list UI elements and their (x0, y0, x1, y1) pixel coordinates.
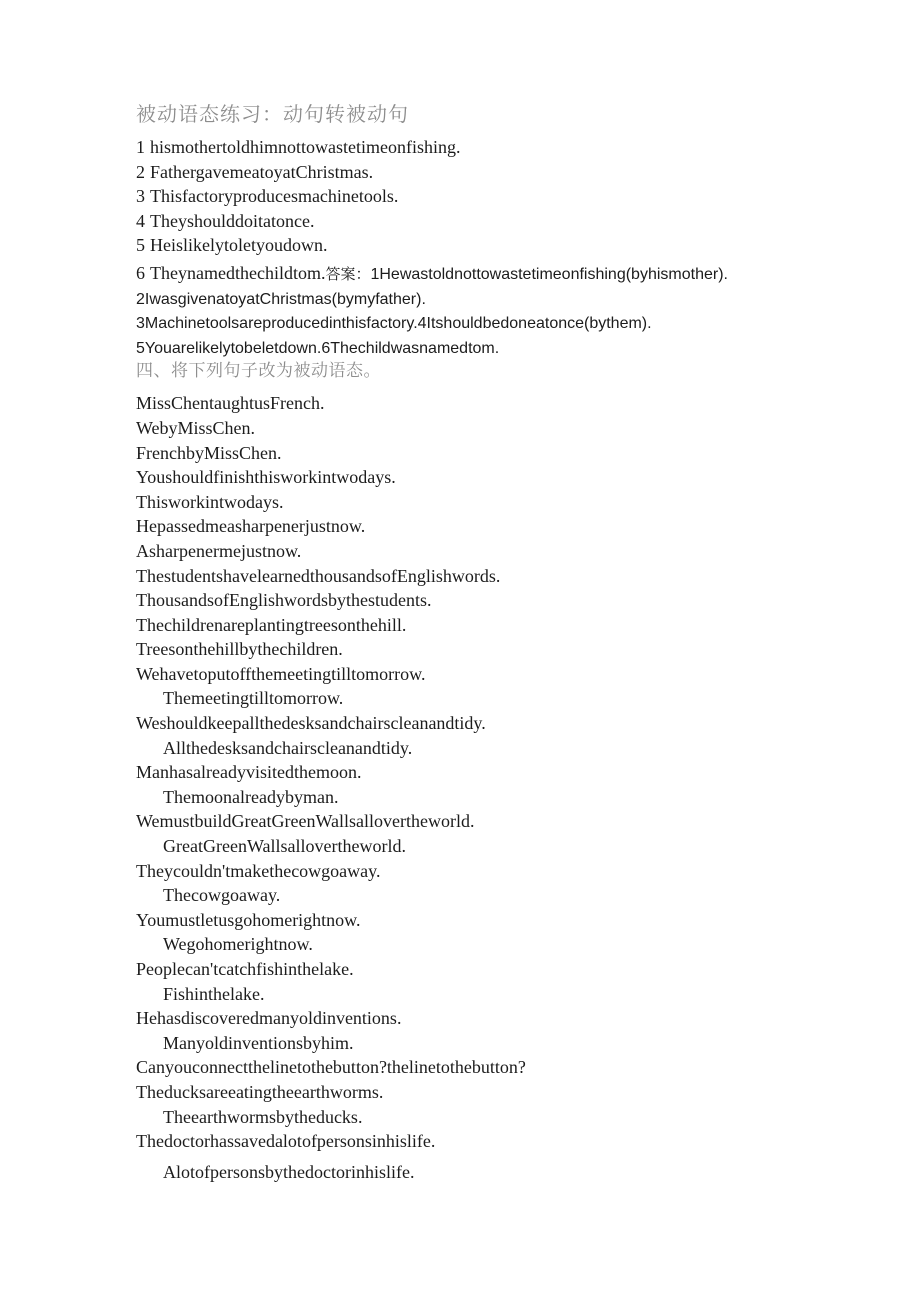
sentence-line: Thedoctorhassavedalotofpersonsinhislife. (136, 1131, 436, 1152)
sentence-line: Theducksareeatingtheearthworms. (136, 1081, 384, 1102)
sentence-line: Themeetingtilltomorrow. (163, 688, 344, 709)
answer-line: 2IwasgivenatoyatChristmas(bymyfather). (136, 290, 426, 308)
sentence-line: Theearthwormsbytheducks. (163, 1106, 363, 1127)
answer-continuation (136, 288, 820, 362)
answer-key-label: 答案： (325, 265, 371, 283)
section-four-heading: 四、将下列句子改为被动语态。 (136, 361, 381, 381)
sentence-line: Thechildrenareplantingtreesonthehill. (136, 614, 407, 635)
item-number: 2 (136, 161, 145, 182)
sentence-line: MissChentaughtusFrench. (136, 393, 325, 414)
item-text: hismothertoldhimnottowastetimeonfishing. (150, 137, 461, 157)
sentence-line: FrenchbyMissChen. (136, 442, 282, 463)
item-text: Theyshoulddoitatonce. (150, 210, 315, 231)
sentence-line: Youshouldfinishthisworkintwodays. (136, 467, 396, 488)
item-text: Thisfactoryproducesmachinetools. (150, 186, 399, 207)
sentence-line: GreatGreenWallsallovertheworld. (163, 836, 406, 857)
sentence-line: Fishinthelake. (163, 983, 265, 1004)
sentence-line: WebyMissChen. (136, 417, 256, 438)
item-number: 3 (136, 186, 145, 207)
answer-text: 1Hewastoldnottowastetimeonfishing(byhismother). (370, 265, 728, 283)
sentence-line: WemustbuildGreatGreenWallsallovertheworld. (136, 811, 475, 832)
sentence-line: Treesonthehillbythechildren. (136, 639, 343, 660)
answer-line: 5Youarelikelytobeletdown.6Thechildwasnamedtom. (136, 339, 500, 357)
sentence-line: Canyouconnectthelinetothebutton?thelinetothebutton? (136, 1057, 526, 1078)
sentence-line: Youmustletusgohomerightnow. (136, 909, 361, 930)
exercise-item (136, 184, 820, 209)
sentence-line: Weshouldkeepallthedesksandchairscleanandtidy. (136, 713, 486, 734)
item-number: 5 (136, 235, 145, 256)
document-title: 被动语态练习：动句转被动句 (136, 104, 409, 126)
sentence-line: ThousandsofEnglishwordsbythestudents. (136, 590, 432, 611)
sentence-line: Wehavetoputoffthemeetingtilltomorrow. (136, 663, 426, 684)
exercise-list (136, 135, 820, 258)
exercise-item-6 (136, 261, 820, 288)
sentence-line: Thisworkintwodays. (136, 491, 284, 512)
sentence-line: Manhasalreadyvisitedthemoon. (136, 762, 362, 783)
sentence-line: Peoplecan'tcatchfishinthelake. (136, 959, 354, 979)
sentence-line: ThestudentshavelearnedthousandsofEnglishwords. (136, 565, 501, 586)
sentence-line: Manyoldinventionsbyhim. (163, 1032, 354, 1053)
sentence-line: Theycouldn'tmakethecowgoaway. (136, 860, 381, 881)
sentence-line: Alotofpersonsbythedoctorinhislife. (163, 1161, 415, 1182)
answer-line: 3Machinetoolsareproducedinthisfactory.4Itshouldbedoneatonce(bythem). (136, 315, 652, 333)
sentence-line: Allthedesksandchairscleanandtidy. (163, 737, 413, 758)
item-text: FathergavemeatoyatChristmas. (150, 161, 374, 182)
exercise-item (136, 135, 820, 160)
item-number: 6 (136, 262, 145, 283)
sentence-line: Wegohomerightnow. (163, 934, 313, 955)
sentence-line: Thecowgoaway. (163, 885, 281, 906)
item-number: 4 (136, 210, 145, 231)
exercise-item (136, 209, 820, 234)
sentence-line: Hepassedmeasharpenerjustnow. (136, 516, 366, 537)
exercise-item (136, 160, 820, 185)
item-text: Theynamedthechildtom. (150, 262, 326, 283)
exercise-item (136, 233, 820, 258)
sentence-line: Hehasdiscoveredmanyoldinventions. (136, 1008, 402, 1029)
sentence-line: Asharpenermejustnow. (136, 540, 302, 561)
item-text: Heislikelytoletyoudown. (150, 235, 328, 256)
sentence-line: Themoonalreadybyman. (163, 786, 339, 807)
item-number: 1 (136, 137, 145, 157)
sentence-list (136, 391, 820, 1184)
